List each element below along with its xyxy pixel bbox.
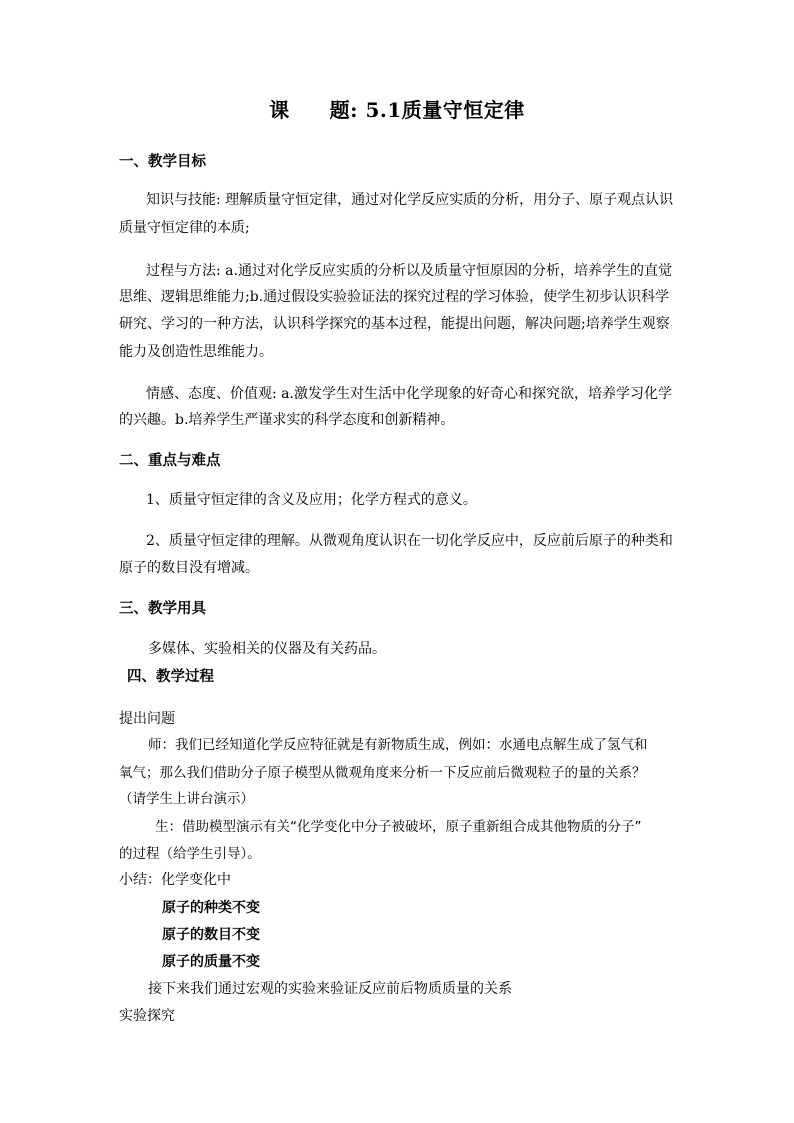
section-heading-tools: 三、教学用具 — [119, 600, 206, 617]
section-heading-key-points: 二、重点与难点 — [119, 452, 221, 469]
paragraph-line: 原子的数目没有增减。 — [119, 560, 259, 576]
paragraph-line: 2、质量守恒定律的理解。从微观角度认识在一切化学反应中，反应前后原子的种类和 — [146, 533, 673, 549]
paragraph-line: 思维、逻辑思维能力;b.通过假设实验验证法的探究过程的学习体验，使学生初步认识科学 — [119, 289, 670, 305]
paragraph-line: 过程与方法: a.通过对化学反应实质的分析以及质量守恒原因的分析，培养学生的直觉 — [146, 263, 672, 279]
title-rest: 题: 5.1质量守恒定律 — [329, 98, 525, 122]
paragraph-line: 知识与技能: 理解质量守恒定律，通过对化学反应实质的分析，用分子、原子观点认识 — [146, 192, 674, 208]
paragraph-line: 接下来我们通过宏观的实验来验证反应前后物质质量的关系 — [148, 981, 512, 997]
page-title — [0, 96, 794, 124]
section-heading-goals: 一、教学目标 — [119, 153, 206, 170]
paragraph-line: 多媒体、实验相关的仪器及有关药品。 — [148, 641, 386, 657]
paragraph-line: 实验探究 — [119, 1008, 175, 1024]
paragraph-line: 小结：化学变化中 — [119, 872, 231, 888]
paragraph-line: 能力及创造性思维能力。 — [119, 344, 273, 360]
paragraph-line: 的过程（给学生引导）。 — [119, 846, 261, 862]
paragraph-line: 生：借助模型演示有关“化学变化中分子被破坏，原子重新组合成其他物质的分子” — [155, 819, 642, 835]
paragraph-line: 质量守恒定律的本质; — [119, 220, 250, 236]
bold-summary-line: 原子的种类不变 — [162, 900, 260, 916]
paragraph-line: 提出问题 — [119, 711, 175, 727]
paragraph-line: 研究、学习的一种方法，认识科学探究的基本过程，能提出问题，解决问题;培养学生观察 — [119, 316, 670, 332]
paragraph-line: （请学生上讲台演示） — [119, 791, 254, 807]
paragraph-line: 1、质量守恒定律的含义及应用；化学方程式的意义。 — [146, 492, 477, 508]
paragraph-line: 师：我们已经知道化学反应特征就是有新物质生成，例如：水通电点解生成了氢气和 — [148, 737, 648, 753]
paragraph-line: 氧气；那么我们借助分子原子模型从微观角度来分析一下反应前后微观粒子的量的关系？ — [119, 765, 646, 781]
bold-summary-line: 原子的质量不变 — [162, 954, 260, 970]
paragraph-line: 的兴趣。b.培养学生严谨求实的科学态度和创新精神。 — [119, 412, 455, 428]
bold-summary-line: 原子的数目不变 — [162, 927, 260, 943]
section-heading-process: 四、教学过程 — [127, 668, 214, 685]
paragraph-line: 情感、态度、价值观: a.激发学生对生活中化学现象的好奇心和探究欲，培养学习化学 — [146, 386, 672, 402]
title-prefix: 课 — [269, 98, 290, 122]
